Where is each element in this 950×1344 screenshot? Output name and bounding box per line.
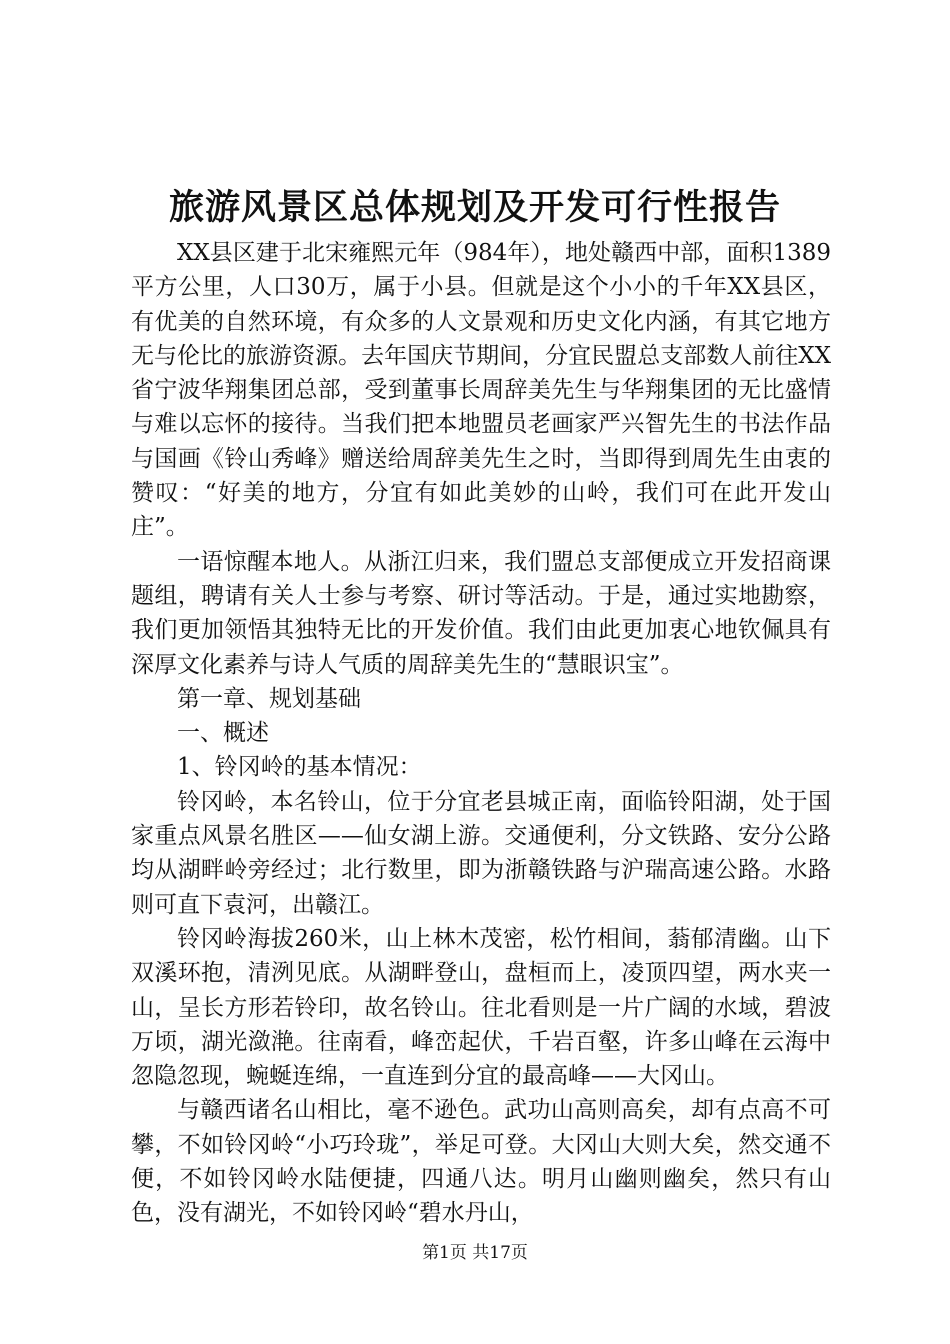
- page-footer: 第1页 共17页: [422, 1243, 528, 1263]
- intro-paragraph: 一语惊醒本地人。从浙江归来，我们盟总支部便成立开发招商课题组，聘请有关人士参与考察、研讨等活动。于是，通过实地勘察，我们更加领悟其独特无比的开发价值。我们由此更加衷心地钦佩具有深厚文化素养与诗人气质的周辞美先生的“慧眼识宝”。: [131, 548, 831, 678]
- section-paragraph: 铃冈岭，本名铃山，位于分宜老县城正南，面临铃阳湖，处于国家重点风景名胜区——仙女湖上游。交通便利，分文铁路、安分公路均从湖畔岭旁经过；北行数里，即为浙赣铁路与沪瑞高速公路。水路则可直下袁河，出赣江。: [131, 788, 831, 918]
- section-paragraph: 铃冈岭海拔260米，山上林木茂密，松竹相间，蓊郁清幽。山下双溪环抱，清洌见底。从湖畔登山，盘桓而上，凌顶四望，两水夹一山，呈长方形若铃印，故名铃山。往北看则是一片广阔的水域，碧波万顷，湖光潋滟。往南看，峰峦起伏，千岩百壑，许多山峰在云海中忽隐忽现，蜿蜒连绵，一直连到分宜的最高峰——大冈山。: [131, 925, 831, 1090]
- document-body: [131, 236, 831, 1231]
- section-paragraph: 与赣西诸名山相比，毫不逊色。武功山高则高矣，却有点高不可攀，不如铃冈岭“小巧玲珑”，举足可登。大冈山大则大矣，然交通不便，不如铃冈岭水陆便捷，四通八达。明月山幽则幽矣，然只有山色，没有湖光，不如铃冈岭“碧水丹山，: [131, 1097, 831, 1227]
- document-title: 旅游风景区总体规划及开发可行性报告: [168, 187, 781, 228]
- subsection-heading: 1、铃冈岭的基本情况：: [177, 754, 422, 781]
- section-heading: 一、概述: [177, 720, 269, 747]
- intro-paragraph: XX县区建于北宋雍熙元年（984年），地处赣西中部，面积1389平方公里，人口30万，属于小县。但就是这个小小的千年XX县区，有优美的自然环境，有众多的人文景观和历史文化内涵，有其它地方无与伦比的旅游资源。去年国庆节期间，分宜民盟总支部数人前往XX省宁波华翔集团总部，受到董事长周辞美先生与华翔集团的无比盛情与难以忘怀的接待。当我们把本地盟员老画家严兴智先生的书法作品与国画《铃山秀峰》赠送给周辞美先生之时，当即得到周先生由衷的赞叹：“好美的地方，分宜有如此美妙的山岭，我们可在此开发山庄”。: [131, 240, 831, 541]
- chapter-heading: 第一章、规划基础: [177, 685, 361, 712]
